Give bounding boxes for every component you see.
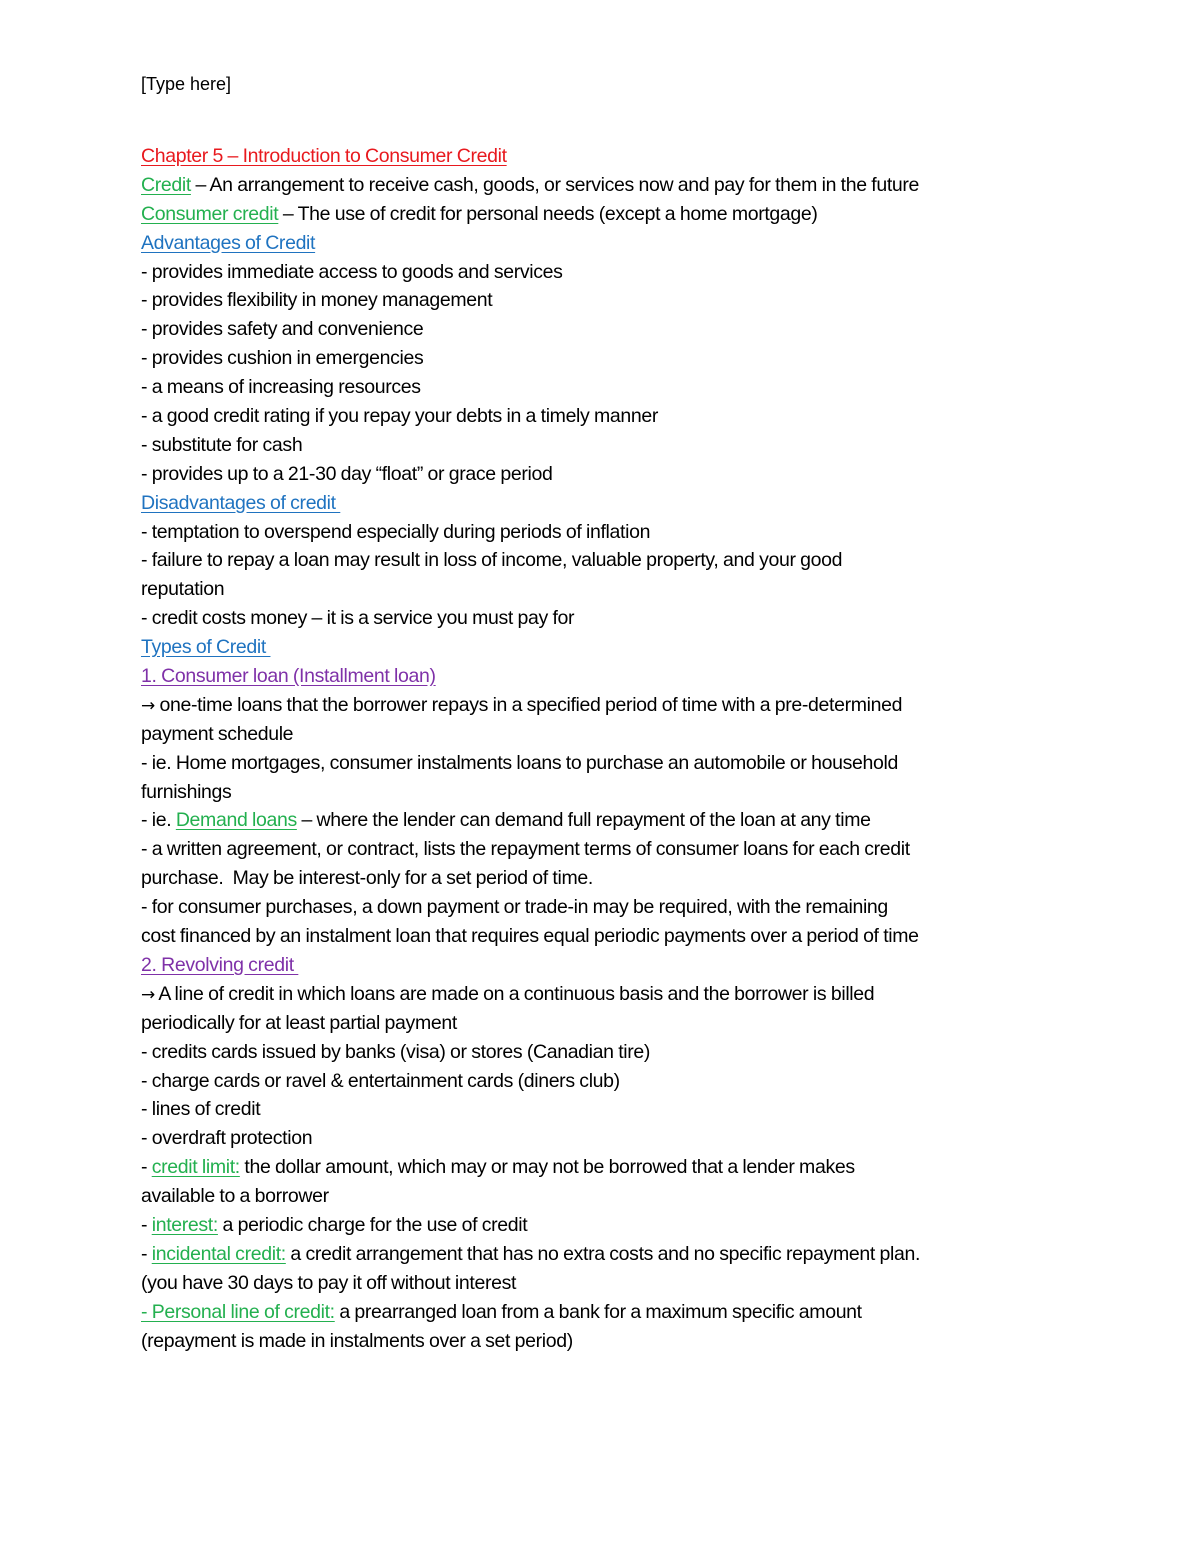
disadvantage-item: - failure to repay a loan may result in loss of income, valuable property, and your good — [141, 549, 843, 572]
advantage-item: - substitute for cash — [141, 433, 303, 456]
revolving-credit-item: - credits cards issued by banks (visa) or stores (Canadian tire) — [141, 1040, 651, 1063]
written-agreement-note: - a written agreement, or contract, lists the repayment terms of consumer loans for each credit — [141, 838, 910, 861]
definition-consumer-credit — [141, 200, 1061, 229]
disadvantage-item: - credit costs money – it is a service you must pay for — [141, 607, 575, 630]
term-credit-limit: credit limit: — [151, 1156, 240, 1179]
revolving-credit-description — [141, 980, 1061, 1009]
description-text: one-time loans that the borrower repays in a specified period of time with a pre-determined — [154, 693, 903, 716]
consumer-purchases-note: - for consumer purchases, a down payment or trade-in may be required, with the remaining — [141, 896, 888, 919]
credit-limit-definition — [141, 1153, 1061, 1182]
credit-limit-definition-continued: available to a borrower — [141, 1185, 329, 1208]
term-interest: interest: — [151, 1213, 218, 1236]
advantage-item: - provides flexibility in money management — [141, 289, 493, 312]
interest-definition — [141, 1211, 1061, 1240]
term-consumer-credit: Consumer credit — [141, 202, 279, 225]
disadvantage-item-continued: reputation — [141, 578, 225, 601]
advantage-item: - a means of increasing resources — [141, 376, 421, 399]
demand-loans-example — [141, 806, 1061, 835]
consumer-purchases-note-continued: cost financed by an instalment loan that requires equal periodic payments over a period of time — [141, 925, 919, 948]
heading-advantages: Advantages of Credit — [141, 231, 316, 254]
advantage-item: - provides cushion in emergencies — [141, 347, 424, 370]
term-incidental-credit: incidental credit: — [151, 1242, 286, 1265]
advantage-item: - provides up to a 21-30 day “float” or grace period — [141, 462, 553, 485]
definition-text: a periodic charge for the use of credit — [217, 1213, 528, 1236]
arrow-right-icon: → — [141, 984, 155, 1005]
term-personal-line-of-credit: - Personal line of credit: — [141, 1300, 335, 1323]
definition-text: a credit arrangement that has no extra costs and no specific repayment plan. — [285, 1242, 921, 1265]
revolving-credit-item: - charge cards or ravel & entertainment cards (diners club) — [141, 1069, 620, 1092]
bullet-prefix: - — [141, 1213, 152, 1236]
consumer-loan-description — [141, 691, 1061, 720]
bullet-prefix: - — [141, 1242, 152, 1265]
incidental-credit-definition — [141, 1240, 1061, 1269]
heading-types-of-credit: Types of Credit — [141, 636, 271, 659]
arrow-right-icon: → — [141, 695, 155, 716]
document-body — [141, 142, 1061, 1355]
revolving-credit-item: - overdraft protection — [141, 1127, 313, 1150]
advantage-item: - a good credit rating if you repay your debts in a timely manner — [141, 405, 659, 428]
personal-line-of-credit-definition — [141, 1298, 1061, 1327]
page-header-placeholder: [Type here] — [141, 74, 232, 94]
incidental-credit-definition-continued: (you have 30 days to pay it off without interest — [141, 1271, 517, 1294]
advantage-item: - provides safety and convenience — [141, 318, 424, 341]
advantage-item: - provides immediate access to goods and services — [141, 260, 563, 283]
definition-text: a prearranged loan from a bank for a maximum specific amount — [334, 1300, 862, 1323]
heading-consumer-loan: 1. Consumer loan (Installment loan) — [141, 665, 436, 688]
definition-text: – where the lender can demand full repayment of the loan at any time — [296, 809, 871, 832]
heading-revolving-credit: 2. Revolving credit — [141, 953, 299, 976]
chapter-title: Chapter 5 – Introduction to Consumer Credit — [141, 145, 507, 167]
heading-disadvantages: Disadvantages of credit — [141, 491, 341, 514]
definition-text: the dollar amount, which may or may not be borrowed that a lender makes — [239, 1156, 855, 1179]
term-demand-loans: Demand loans — [175, 809, 297, 832]
bullet-prefix: - — [141, 1156, 152, 1179]
consumer-loan-description-continued: payment schedule — [141, 722, 294, 745]
example-prefix: - ie. — [141, 809, 176, 832]
consumer-loan-example: - ie. Home mortgages, consumer instalments loans to purchase an automobile or household — [141, 751, 898, 774]
revolving-credit-description-continued: periodically for at least partial payment — [141, 1011, 457, 1034]
revolving-credit-item: - lines of credit — [141, 1098, 261, 1121]
description-text: A line of credit in which loans are made on a continuous basis and the borrower is billed — [154, 982, 875, 1005]
written-agreement-note-continued: purchase. May be interest-only for a set period of time. — [141, 867, 593, 890]
definition-credit — [141, 171, 1061, 200]
definition-text: – An arrangement to receive cash, goods, or services now and pay for them in the future — [190, 173, 920, 196]
consumer-loan-example-continued: furnishings — [141, 780, 232, 803]
term-credit: Credit — [141, 173, 191, 196]
definition-text: – The use of credit for personal needs (except a home mortgage) — [278, 202, 818, 225]
personal-line-of-credit-definition-continued: (repayment is made in instalments over a set period) — [141, 1329, 573, 1352]
disadvantage-item: - temptation to overspend especially during periods of inflation — [141, 520, 651, 543]
